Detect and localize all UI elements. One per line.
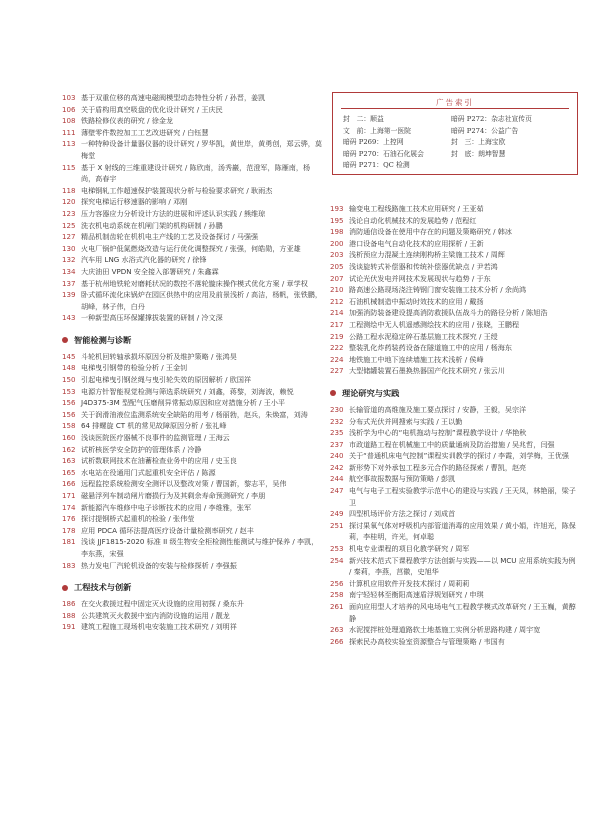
page-number: 240 <box>330 451 344 461</box>
page-number: 113 <box>62 139 76 149</box>
page-number: 160 <box>62 433 76 443</box>
page-number: 230 <box>330 404 344 414</box>
article-title: 试析数联网技术在油蓄检查业务中的应用 / 史玉良 <box>81 456 237 466</box>
toc-entry[interactable] <box>62 409 324 421</box>
page-number: 150 <box>62 375 76 385</box>
page-number: 123 <box>62 208 76 218</box>
toc-entry[interactable] <box>62 162 324 185</box>
page-number: 242 <box>330 462 344 472</box>
page-number: 214 <box>330 308 344 318</box>
ad-row <box>343 160 569 172</box>
article-title: 浅析预应力混凝土连续刚构桥主梁施工技术 / 周辉 <box>349 250 505 260</box>
page-number: 217 <box>330 319 344 329</box>
toc-entry[interactable] <box>330 319 578 331</box>
page-number: 132 <box>62 255 76 265</box>
toc-entry[interactable] <box>62 374 324 386</box>
page-number: 261 <box>330 602 344 611</box>
page-number: 200 <box>330 238 344 248</box>
page-number: 210 <box>330 285 344 295</box>
article-title: 引起电梯曳引钢丝绳与曳引轮失效的原因解析 / 欧国祥 <box>81 375 252 385</box>
ad-cell: 暗码 P271：QC 检测 <box>343 161 410 169</box>
article-title: 公共建筑灭火救援中室内消防设施的运用 / 靓龙 <box>81 610 230 620</box>
ad-cell: 暗码 P270：石油石化展会 <box>343 149 424 158</box>
article-title: 市政道路工程在机械施工中的质量通病及防治措施 / 吴兆哲，闫强 <box>349 439 555 449</box>
toc-entry[interactable] <box>62 208 324 220</box>
ad-cell: 封 底：朗坤智慧 <box>451 149 506 158</box>
page-number: 195 <box>330 215 344 225</box>
ad-index-title: 广告索引 <box>436 98 474 107</box>
page-number: 156 <box>62 409 76 419</box>
article-title: 大庆油田 VPDN 安全接入部署研究 / 朱鑫霖 <box>81 266 219 276</box>
ad-row <box>343 126 569 138</box>
section-heading <box>62 335 324 346</box>
toc-entry[interactable] <box>330 354 578 366</box>
toc-entry[interactable] <box>330 555 578 578</box>
page-number: 222 <box>330 343 344 353</box>
article-title: 火电厂锅炉低氮燃烧改造与运行优化调整探究 / 张强，何皓勋，方亚雄 <box>81 243 301 253</box>
ad-cell: 暗码 P274：公益广告 <box>451 126 519 135</box>
toc-entry[interactable] <box>62 420 324 432</box>
page-number: 163 <box>62 456 76 466</box>
page-number: 227 <box>330 366 344 376</box>
page-number: 212 <box>330 296 344 306</box>
toc-entry[interactable] <box>330 508 578 520</box>
ad-row <box>343 114 569 126</box>
ad-cell: 文 前：上海第一医院 <box>343 126 411 135</box>
toc-entry[interactable] <box>330 520 578 543</box>
toc-entry[interactable] <box>62 455 324 467</box>
page-number: 106 <box>62 104 76 114</box>
toc-entry[interactable] <box>62 138 324 161</box>
left-column <box>62 92 324 633</box>
page-number: 137 <box>62 278 76 288</box>
bullet-dot-icon <box>62 585 68 591</box>
page-number: 191 <box>62 622 76 632</box>
page-number: 232 <box>330 416 344 426</box>
toc-entry[interactable] <box>330 485 578 508</box>
page-number: 256 <box>330 578 344 588</box>
article-title: 浅谈旋转式补偿器和传统补偿器优缺点 / 尹若鸿 <box>349 261 498 271</box>
toc-entry[interactable] <box>330 249 578 261</box>
article-title: 64 排螺旋 CT 机的常见故障原因分析 / 张礼峰 <box>81 421 227 431</box>
toc-entry[interactable] <box>330 416 578 428</box>
page-number: 145 <box>62 351 76 361</box>
toc-entry[interactable] <box>62 432 324 444</box>
page-number: 174 <box>62 502 76 512</box>
toc-entry[interactable] <box>62 104 324 116</box>
ad-cell: 暗码 P272：杂志社宣传页 <box>451 115 532 123</box>
page-number: 139 <box>62 290 76 300</box>
article-title: 关于润滑油液位监测系统安全缺陷的用考 / 杨丽勃，赵兵，朱焕富，刘涛 <box>81 409 308 419</box>
page-number: 153 <box>62 386 76 396</box>
page-number: 263 <box>330 625 344 635</box>
article-title: 水电站在役通用门式起重机安全评估 / 陈源 <box>81 467 216 477</box>
section-heading-text: 理论研究与实践 <box>342 387 400 398</box>
page-number: 158 <box>62 421 76 431</box>
toc-entry[interactable] <box>330 589 578 601</box>
article-title: 长输管道的高维施及施工要点探讨 / 安静，王毅，吴宗洋 <box>349 404 527 414</box>
toc-entry[interactable] <box>62 536 324 559</box>
article-title: 加强消防装备建设提高消防救援队伍战斗力的路径分析 / 陈旭浩 <box>349 308 548 318</box>
page-number: 115 <box>62 162 76 172</box>
toc-entry[interactable] <box>62 502 324 514</box>
page-number: 247 <box>330 486 344 496</box>
article-title: 探索民办高校实验室资源整合与管理策略 / 韦国有 <box>349 636 505 646</box>
article-title: 试析核医学安全防护的管理体系 / 冷静 <box>81 444 202 454</box>
article-title: 新能源汽车维修中电子诊断技术的应用 / 李维雅，张军 <box>81 502 252 512</box>
page-number: 181 <box>62 537 76 547</box>
article-title: 大型储罐装置石墨换热器国产化技术研究 / 张云川 <box>349 366 505 376</box>
article-title: 港口设备电气自动化技术的应用探析 / 王新 <box>349 238 484 248</box>
toc-entry[interactable] <box>330 365 578 377</box>
page-number: 183 <box>62 560 76 570</box>
article-title: 工程测绘中无人机遥感测绘技术的应用 / 张晓，王鹏程 <box>349 319 520 329</box>
article-title: 探究电梯运行移速器的影响 / 邓刚 <box>81 197 188 207</box>
article-title: 公路工程水泥稳定碎石基层施工技术探究 / 王绶 <box>349 331 498 341</box>
article-title: 浅论自动化机械技术的发展趋势 / 范程红 <box>349 215 477 225</box>
ad-cell <box>451 160 569 172</box>
toc-entry[interactable] <box>62 312 324 324</box>
ad-index-box <box>332 92 578 175</box>
toc-entry[interactable] <box>330 331 578 343</box>
ad-index-grid <box>343 114 569 172</box>
article-title: 一种新型高压环保罐撑拔装置的研制 / 冷文深 <box>81 313 223 323</box>
toc-entry[interactable] <box>62 254 324 266</box>
page-number: 258 <box>330 590 344 600</box>
toc-entry[interactable] <box>62 610 324 622</box>
toc-entry[interactable] <box>62 467 324 479</box>
page-number: 224 <box>330 354 344 364</box>
page-number: 253 <box>330 544 344 554</box>
article-title: 铁路检修仪表的研究 / 徐金龙 <box>81 116 174 126</box>
toc-entry[interactable] <box>62 560 324 572</box>
page-number: 251 <box>330 520 344 530</box>
toc-entry[interactable] <box>330 462 578 474</box>
article-title: 关于盾构用真空吸盘的优化设计研究 / 王庆民 <box>81 104 223 114</box>
article-title: 卧式循环流化床锅炉在园区供热中的应用及前景浅析 / 高洁，杨帆，张铁鹏，胡峰，林子伟，白丹 <box>81 290 322 311</box>
page-number: 134 <box>62 266 76 276</box>
ad-cell: 封 三：上海宝欧 <box>451 138 506 146</box>
page-number: 205 <box>330 261 344 271</box>
page-number: 254 <box>330 555 344 565</box>
page-number: 176 <box>62 514 76 524</box>
article-title: 路高速公路现场浇注铸钢门窗安装施工技术分析 / 余尚鸿 <box>349 285 527 295</box>
page-number: 266 <box>330 636 344 646</box>
toc-entry[interactable] <box>330 296 578 308</box>
page-number: 207 <box>330 273 344 283</box>
toc-entry[interactable] <box>330 624 578 636</box>
toc-entry[interactable] <box>62 289 324 312</box>
article-title: 汽车用 LNG 水浴式汽化器的研究 / 徐锋 <box>81 255 207 265</box>
article-title: 电气与电子工程实验教学示范中心的建设与实践 / 王天凤，林艳丽，梁子卫 <box>349 486 576 507</box>
article-title: 洗衣机电动系统在机闸门架的机构研制 / 孙鹏 <box>81 220 223 230</box>
toc-entry[interactable] <box>62 185 324 197</box>
page-number: 143 <box>62 313 76 323</box>
toc-entry[interactable] <box>330 261 578 273</box>
ad-cell: 暗码 P269：上控网 <box>343 138 404 146</box>
article-title: 关于“普通机床电气控制”课程实训教学的探讨 / 李霞，刘学梅，王优强 <box>349 451 569 461</box>
toc-entry[interactable] <box>62 220 324 232</box>
article-title: J4D375-3M 型配气压磨削异常振动原因和应对措施分析 / 王小平 <box>81 398 286 408</box>
toc-entry[interactable] <box>330 342 578 354</box>
toc-entry[interactable] <box>62 127 324 139</box>
page-number: 203 <box>330 250 344 260</box>
toc-entry[interactable] <box>330 226 578 238</box>
article-title: 分布式光伏并网搜索与实践 / 王以勤 <box>349 416 463 426</box>
toc-entry[interactable] <box>330 450 578 462</box>
article-title: 热力发电厂汽轮机设备的安装与检修探析 / 李强振 <box>81 560 237 570</box>
page-number: 120 <box>62 197 76 207</box>
page-number: 108 <box>62 116 76 126</box>
article-title: 磁悬浮列车制动闸片磨损行为及其剩余寿命预测研究 / 李朋 <box>81 491 266 500</box>
toc-entry[interactable] <box>62 490 324 502</box>
article-title: 基于双重位移的高速电磁阀模型动态特性分析 / 孙晋，姜凯 <box>81 93 266 102</box>
page-number: 166 <box>62 479 76 489</box>
toc-entry[interactable] <box>62 386 324 398</box>
section-heading-text: 工程技术与创新 <box>74 582 132 593</box>
article-title: 石油机械制造中振动时效技术的应用 / 戴扬 <box>349 296 484 306</box>
toc-entry[interactable] <box>62 115 324 127</box>
article-title: 基于 X 射线的三维重建设计研究 / 陈欣南，汤秀巖，范澄军，陈雁南，杨尚，高春宇 <box>81 162 311 184</box>
page-number: 237 <box>330 439 344 449</box>
page-number: 156 <box>62 398 76 408</box>
bullet-dot-icon <box>62 337 68 343</box>
article-title: 薄壁零件数控加工工艺改进研究 / 白钰慧 <box>81 127 209 137</box>
article-title: 电梯钢轧工作超速保护装置现状分析与检验要求研究 / 耿雨杰 <box>81 185 273 195</box>
article-title: 浅谈医院医疗器械不良事件的监测管理 / 王海云 <box>81 433 230 443</box>
toc-entry[interactable] <box>330 578 578 590</box>
ad-row <box>343 149 569 161</box>
ad-cell: 封 二：顺益 <box>343 115 384 123</box>
article-title: 探讨提钢桥式起重机的检验 / 张伟莹 <box>81 514 195 524</box>
page-number: 249 <box>330 509 344 519</box>
toc-entry[interactable] <box>330 238 578 250</box>
page-number: 186 <box>62 599 76 609</box>
page-number: 118 <box>62 185 76 195</box>
section-heading <box>62 582 324 593</box>
page-number: 103 <box>62 93 76 102</box>
article-title: 地铁施工中地下连续墙施工技术浅析 / 侯峰 <box>349 354 484 364</box>
page-number: 244 <box>330 474 344 484</box>
toc-entry[interactable] <box>62 362 324 374</box>
page-number: 193 <box>330 204 344 213</box>
toc-entry[interactable] <box>62 598 324 610</box>
toc-entry[interactable] <box>62 621 324 633</box>
toc-entry[interactable] <box>62 513 324 525</box>
toc-entry[interactable] <box>62 243 324 255</box>
toc-entry[interactable] <box>62 351 324 363</box>
toc-entry[interactable] <box>330 215 578 227</box>
page-number: 148 <box>62 363 76 373</box>
toc-entry[interactable] <box>62 444 324 456</box>
ad-index-rule <box>341 108 569 109</box>
article-title: 新兴技术范式下课程教学方法创新与实践——以 MCU 应用系统实践为例 / 秦莉，李燕，莒徽，史旭华 <box>349 555 576 577</box>
toc-entry[interactable] <box>62 525 324 537</box>
toc-entry[interactable] <box>62 266 324 278</box>
page-number: 188 <box>62 610 76 620</box>
toc-entry[interactable] <box>62 397 324 409</box>
page-number: 198 <box>330 227 344 237</box>
article-title: 面向应用型人才培养的风电场电气工程教学模式改革研究 / 王玉巍，黄醇静 <box>349 602 576 623</box>
toc-entry[interactable] <box>330 273 578 285</box>
toc-entry[interactable] <box>62 278 324 290</box>
toc-entry[interactable] <box>330 636 578 648</box>
page-number: 127 <box>62 232 76 242</box>
page-number: 171 <box>62 491 76 500</box>
section-heading-text: 智能检测与诊断 <box>74 334 132 345</box>
article-title: 输变电工程线路施工技术应用研究 / 王亚茹 <box>349 204 484 213</box>
right-column <box>330 203 578 647</box>
article-title: 探讨果氧气体对呼吸机内部管道消毒的应用效果 / 黄小娟，许旭光，陈保莉，李桂明，许光，何卓聪 <box>349 520 576 542</box>
toc-entry[interactable] <box>330 439 578 451</box>
article-title: 斗轮机回转轴承损坏原因分析及维护策略 / 张鸿昊 <box>81 351 237 361</box>
page-number: 219 <box>330 331 344 341</box>
article-title: 建筑工程施工现场机电安装施工技术研究 / 刘明祥 <box>81 622 237 632</box>
article-title: 计算机应用软件开发技术探讨 / 周莉莉 <box>349 578 470 588</box>
toc-entry[interactable] <box>62 231 324 243</box>
page-number: 162 <box>62 444 76 454</box>
ad-row <box>343 137 569 149</box>
page-number: 178 <box>62 525 76 535</box>
article-title: 新形势下对外承包工程多元合作的路径探索 / 曹凯，赵亮 <box>349 462 527 472</box>
toc-entry[interactable] <box>330 473 578 485</box>
toc-entry[interactable] <box>62 92 324 104</box>
bullet-dot-icon <box>330 390 336 396</box>
page-number: 130 <box>62 243 76 253</box>
article-title: 基于杭州地铁轮对磨耗状况的数控不落轮镟床操作模式优化方案 / 章学权 <box>81 278 308 288</box>
article-title: 浅谈 JJF1815-2020 标准 II 级生物安全柜检测性能测试与维护保养 / 李凯，李东燕，宋强 <box>81 537 319 558</box>
article-title: 压力容器应力分析设计方法的进展和评述认识实践 / 熊维琼 <box>81 208 266 218</box>
article-title: 机电专业课程的项目化教学研究 / 周军 <box>349 544 470 554</box>
article-title: 南宁轻轻林至衡阳高速盾浮规划研究 / 申琪 <box>349 590 484 600</box>
toc-entry[interactable] <box>62 196 324 208</box>
toc-entry[interactable] <box>330 601 578 624</box>
section-heading <box>330 388 578 399</box>
article-title: 水泥搅拌桩处理道路软土地基施工实例分析思路构建 / 周宇宽 <box>349 625 541 635</box>
page-number: 235 <box>330 428 344 438</box>
article-title: 精品机制齿轮在机机电主产线的工艺及设备探讨 / 马强强 <box>81 232 259 242</box>
article-title: 远程监控系统检测安全测评以及整改对策 / 曹国新，黎志平，吴伟 <box>81 479 287 489</box>
toc-entry[interactable] <box>330 543 578 555</box>
article-title: 整装乳化炸药装药设备在隧道施工中的应用 / 杨海东 <box>349 343 512 353</box>
toc-entry[interactable] <box>330 427 578 439</box>
article-title: 消防通信设备在使用中存在的问题及策略研究 / 韩冰 <box>349 227 512 237</box>
page-number: 111 <box>62 127 76 137</box>
article-title: 四型机场评价方法之探讨 / 刘成首 <box>349 509 456 519</box>
page-number: 165 <box>62 467 76 477</box>
toc-entry[interactable] <box>330 203 578 215</box>
article-title: 航空事故报数据与预防策略 / 彭凯 <box>349 474 456 484</box>
article-title: 电源方针智能视觉检测与筛选系统研究 / 刘鑫，蒋黎，刘海波，赖悦 <box>81 386 294 396</box>
page-number: 125 <box>62 220 76 230</box>
article-title: 试论光伏发电并网技术发展现状与趋势 / 于东 <box>349 273 491 283</box>
article-title: 电梯曳引钢带的检验分析 / 王金钊 <box>81 363 188 373</box>
article-title: 浅析学为中心的“电机拖动与控制”课程教学设计 / 华艳秋 <box>349 428 527 438</box>
toc-entry[interactable] <box>330 284 578 296</box>
toc-entry[interactable] <box>62 478 324 490</box>
toc-entry[interactable] <box>330 307 578 319</box>
toc-entry[interactable] <box>330 404 578 416</box>
article-title: 一种特种设备计量器仪器的设计研究 / 罗华凯，黄世岸，黄勇创，郑云骅，莫梅堂 <box>81 139 322 160</box>
article-title: 应用 PDCA 循环法提高医疗设备计量检测率研究 / 赵丰 <box>81 525 254 535</box>
article-title: 在交火救援过程中固定灭火设施的应用初探 / 桑东升 <box>81 599 244 609</box>
